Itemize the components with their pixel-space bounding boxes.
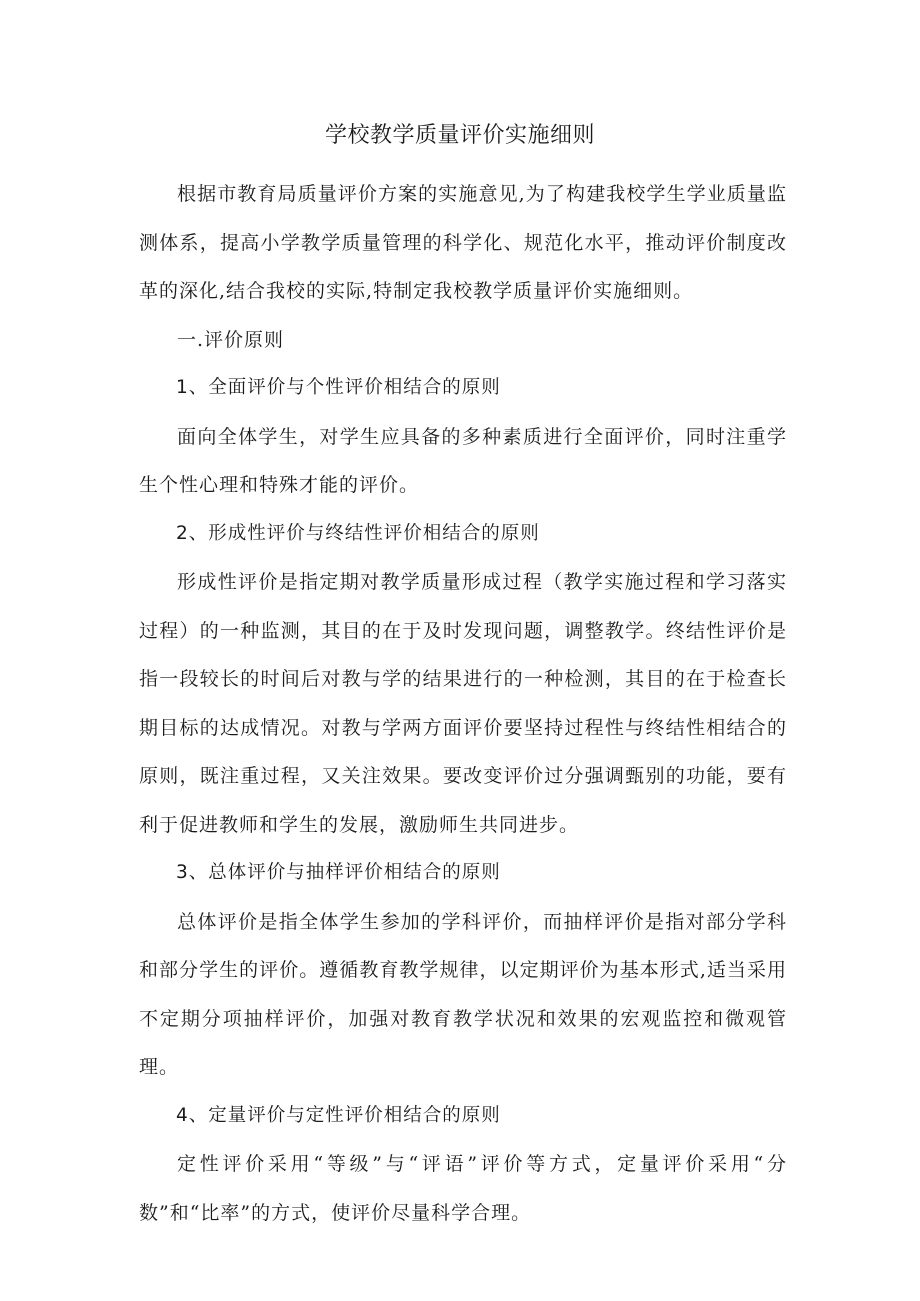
section-heading-principles: 一.评价原则 [177,328,285,351]
principle-1-heading: 1、全面评价与个性评价相结合的原则 [176,377,501,398]
principle-2-paragraph: 形成性评价是指定期对教学质量形成过程（教学实施过程和学习落实过程）的一种监测，其目的在于及时发现问题，调整教学。终结性评价是指一段较长的时间后对教与学的结果进行的一种检测，其目的在于检查长期目标的达成情况。对教与学两方面评价要坚持过程性与终结性相结合的原则，既注重过程，又关注效果。要改变评价过分强调甄别的功能，要有利于促进教师和学生的发展，激励师生共同进步。 [139,571,787,836]
principle-3-paragraph: 总体评价是指全体学生参加的学科评价，而抽样评价是指对部分学科和部分学生的评价。遵循教育教学规律，以定期评价为基本形式,适当采用不定期分项抽样评价，加强对教育教学状况和效果的宏观监控和微观管理。 [139,910,787,1078]
principle-3-heading: 3、总体评价与抽样评价相结合的原则 [176,862,501,883]
principle-2-heading: 2、形成性评价与终结性评价相结合的原则 [176,522,540,544]
document-body [139,170,787,1237]
principle-4-paragraph: 定性评价采用“等级”与“评语”评价等方式，定量评价采用“分数”和“比率”的方式，使评价尽量科学合理。 [139,1153,787,1224]
document-title: 学校教学质量评价实施细则 [324,123,595,148]
principle-1-paragraph: 面向全体学生，对学生应具备的多种素质进行全面评价，同时注重学生个性心理和特殊才能的评价。 [139,425,787,496]
principle-4-heading: 4、定量评价与定性评价相结合的原则 [176,1104,501,1126]
intro-paragraph: 根据市教育局质量评价方案的实施意见,为了构建我校学生学业质量监测体系，提高小学教学质量管理的科学化、规范化水平，推动评价制度改革的深化,结合我校的实际,特制定我校教学质量评价实施细则。 [139,183,787,302]
